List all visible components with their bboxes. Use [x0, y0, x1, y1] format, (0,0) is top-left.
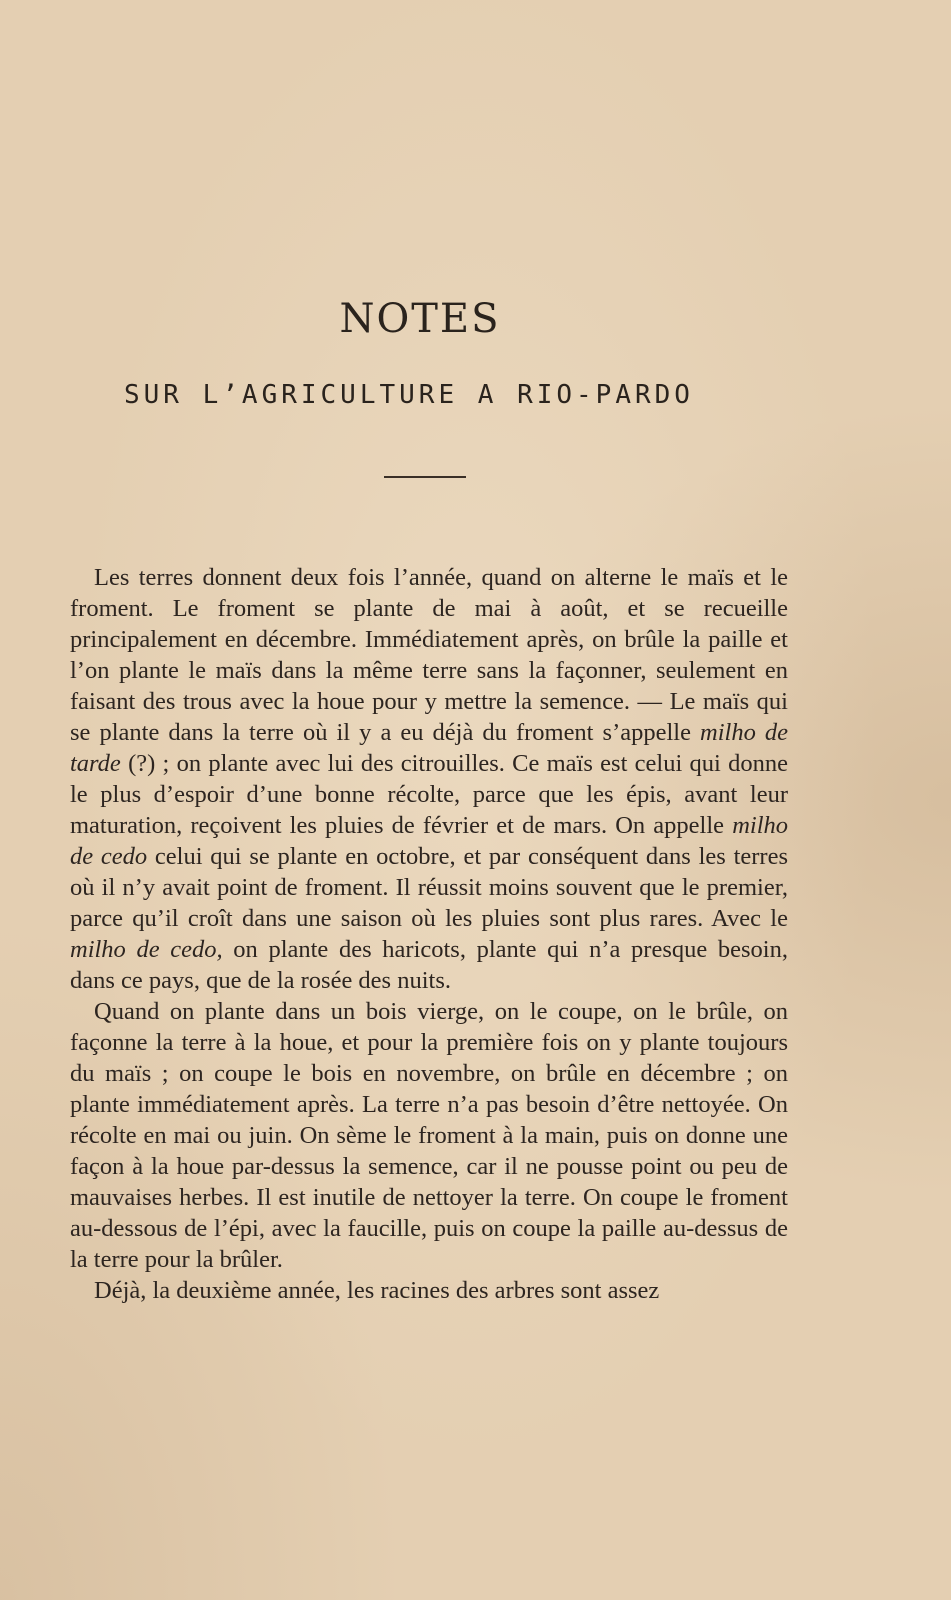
italic-term: milho de tarde — [70, 719, 788, 777]
paragraph: Quand on plante dans un bois vierge, on le coupe, on le brûle, on façonne la terre à la houe, et pour la première fois on y plante toujours du maïs ; on coupe le bois en novembre, on brûle en décembre ; on plante immédiatement après. La terre n’a pas besoin d’être nettoyée. On récolte en mai ou juin. On sème le froment à la main, puis on donne une façon à la houe par-dessus la semence, car il ne pousse point ou peu de mauvaises herbes. Il est inutile de nettoyer la terre. On coupe le froment au-dessous de l’épi, avec la faucille, puis on coupe la paille au-dessus de la terre pour la brûler. — [70, 998, 788, 1273]
subtitle: SUR L’AGRICULTURE A RIO-PARDO — [124, 380, 694, 410]
paragraph-text: (?) ; on plante avec lui des citrouilles. Ce maïs est celui qui donne le plus d’espoir d’une bonne récolte, parce que les épis, avant leur maturation, reçoivent les pluies de février et de mars. On appelle — [70, 750, 788, 839]
page-title: NOTES — [339, 296, 501, 342]
paragraph-text: on plante des haricots, plante qui n’a presque besoin, dans ce pays, que de la rosée des nuits. — [70, 936, 788, 994]
italic-term: milho de cedo — [70, 812, 788, 870]
paragraph: Déjà, la deuxième année, les racines des arbres sont assez — [94, 1277, 660, 1304]
title-divider — [384, 476, 466, 478]
paragraph-text: celui qui se plante en octobre, et par conséquent dans les terres où il n’y avait point de froment. Il réussit moins souvent que le premier, parce qu’il croît dans une saison où les pluies sont plus rares. Avec le — [70, 843, 789, 932]
paragraph-text: Les terres donnent deux fois l’année, quand on alterne le maïs et le froment. Le froment se plante de mai à août, et se recueille principalement en décembre. Immédiatement après, on brûle la paille et l’on plante le maïs dans la même terre sans la façonner, seulement en faisant des trous avec la houe pour y mettre la semence. — Le maïs qui se plante dans la terre où il y a eu déjà du froment s’appelle — [70, 564, 788, 746]
italic-term: milho de cedo, — [70, 936, 223, 963]
body-text — [70, 562, 788, 1306]
paragraph — [70, 562, 788, 996]
